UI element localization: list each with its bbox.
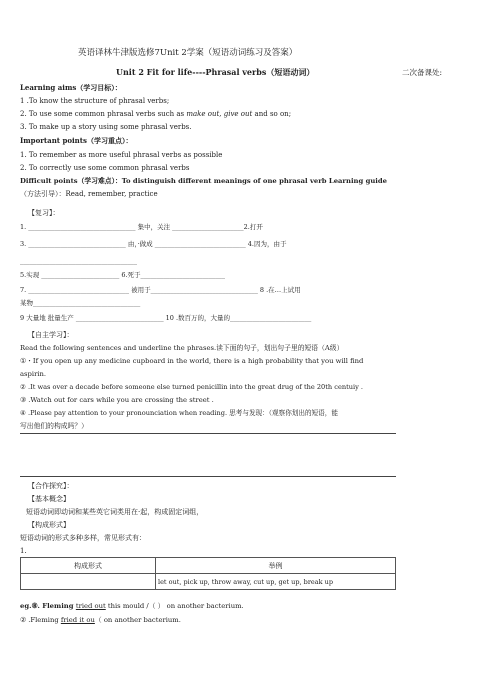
review-line-4: 5.实现 ________________________ 6.死于__________________________ xyxy=(20,271,226,279)
example-1-phrase: tried out xyxy=(75,602,106,610)
example-2 xyxy=(20,615,181,625)
form-table xyxy=(20,557,396,590)
table-header-example: 举例 xyxy=(156,558,396,574)
concept-heading: 【基本概念】 xyxy=(28,495,70,503)
difficult-line-2: （方法引导）：Read, remember, practice xyxy=(20,190,158,198)
table-row xyxy=(21,574,396,590)
sentence-3: ③ .Watch out for cars while you are crossing the street . xyxy=(20,396,214,404)
example-1 xyxy=(20,601,244,611)
example-2-post: （ on another bacterium. xyxy=(94,616,181,624)
important-item-1: 1. To remember as more useful phrasal verbs as possible xyxy=(20,151,223,159)
difficult-line-1: Difficult points（学习难点）：To distinguish different meanings of one phrasal verb Learning guide xyxy=(20,177,387,185)
coop-heading: 【合作探究】： xyxy=(28,482,74,490)
aims-item-2 xyxy=(20,109,291,119)
concept-text: 短语动词即动词和某些英它词类用在·起，构成固定词组， xyxy=(26,508,204,516)
form-heading: 【构成形式】 xyxy=(28,521,70,529)
form-number: 1. xyxy=(20,547,27,555)
aims-item-3: 3. To make up a story using some phrasal verbs. xyxy=(20,123,192,131)
sentence-2: ② .It was over a decade before someone else turned penicillin into the great drug of the 20th centuiy . xyxy=(20,383,364,391)
review-line-7: 9 大量地 批量生产 ___________________________ 10 .数百万的，大量的_________________________ xyxy=(20,314,312,322)
page-title: 英语译林牛津版选修7Unit 2学案（短语动词练习及答案） xyxy=(78,48,298,58)
aims-item-1: 1 .To know the structure of phrasal verbs; xyxy=(20,97,170,105)
sentence-1: ①・If you open up any medicine cupboard in the world, there is a high probability that you will find xyxy=(20,357,364,365)
example-2-pre: ② .Fleming xyxy=(20,616,61,624)
example-2-phrase: fried it ou xyxy=(60,616,95,624)
table-header-form: 构成形式 xyxy=(21,558,156,574)
review-line-3: ____________________________________ xyxy=(20,257,137,265)
table-cell-form xyxy=(21,574,156,590)
aims-item-2-examples: make out, give out xyxy=(186,110,253,118)
sentence-4: ④ .Please pay attention to your pronounciation when reading. 思考与发现：（观察你划出的短语，能 xyxy=(20,409,338,417)
aims-heading: Learning aims（学习目标）： xyxy=(20,83,122,92)
rule-1 xyxy=(20,433,396,434)
table-header-row xyxy=(21,558,396,574)
review-line-1: 1. _________________________________ 集中，关注 ______________________2.打开 xyxy=(20,223,263,231)
review-line-5: 7. _______________________________ 被用于_________________________________ 8 .在…上试用 xyxy=(20,286,301,294)
self-study-instruction: Read the following sentences and underline the phrases.读下面的句子，划出句子里的短语（A级） xyxy=(20,344,344,352)
rule-2 xyxy=(20,476,396,477)
form-text: 短语动词的形式多种多样，常见形式有： xyxy=(20,534,146,542)
example-1-post: this mould /（ ） on another bacterium. xyxy=(105,602,244,610)
self-study-heading: 【自主学习】： xyxy=(28,331,74,339)
important-item-2: 2. To correctly use some common phrasal verbs xyxy=(20,164,190,172)
aims-item-2-text: 2. To use some common phrasal verbs such as xyxy=(20,110,185,118)
review-heading: 【复习】： xyxy=(28,209,60,217)
review-line-2: 3. ______________________________ 由，·做成 ____________________________ 4.因为，由于 xyxy=(20,240,287,248)
important-heading: Important points（学习重点）： xyxy=(20,136,133,145)
sentence-1-cont: aspirin. xyxy=(20,370,47,378)
review-line-6: 某物_________________________________ xyxy=(20,299,141,307)
page-subtitle: Unit 2 Fit for life----Phrasal verbs（短语动词） xyxy=(116,67,315,77)
sentence-4-cont: 写出他们的构成吗？） xyxy=(20,422,88,430)
side-note: 二次备课处: xyxy=(402,68,443,77)
table-cell-example: let out, pick up, throw away, cut up, get up, break up xyxy=(156,574,396,590)
aims-item-2-tail: and so on; xyxy=(252,110,292,118)
example-1-pre: eg.⑧. Fleming xyxy=(20,602,76,610)
